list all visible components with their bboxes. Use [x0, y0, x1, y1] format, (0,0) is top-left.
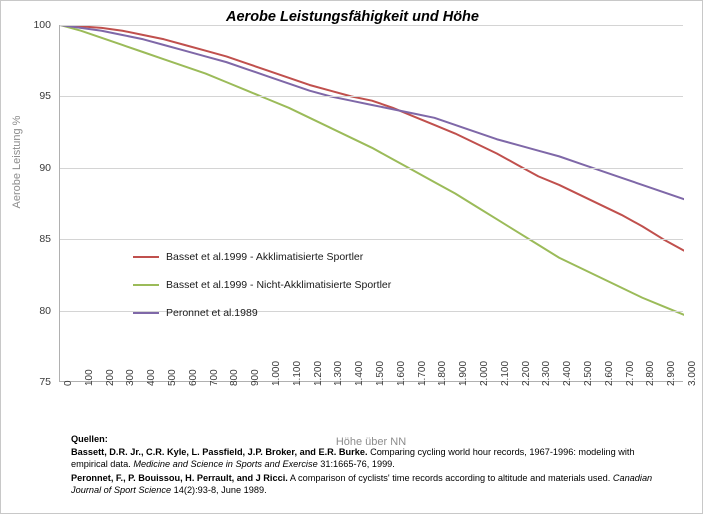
x-tick-label: 1.100 [291, 360, 303, 386]
x-tick-label: 100 [83, 369, 95, 386]
x-tick-label: 2.400 [562, 360, 574, 386]
chart-title: Aerobe Leistungsfähigkeit und Höhe [226, 9, 479, 25]
x-tick-label: 400 [146, 369, 158, 386]
x-tick-label: 2.600 [603, 360, 615, 386]
x-tick-label: 2.500 [583, 360, 594, 386]
x-tick-label: 1.600 [395, 360, 407, 386]
y-tick-label: 75 [39, 376, 51, 388]
source-1-title: Comparing cycling world hour records, 1967-1996: modeling with empirical data. [71, 447, 635, 470]
x-tick-label: 2.900 [666, 360, 678, 386]
legend-color-swatch [133, 256, 159, 259]
x-tick-label: 1.500 [375, 360, 386, 386]
x-axis-title: Höhe über NN [335, 436, 407, 448]
x-tick-label: 700 [208, 369, 220, 386]
x-tick-label: 1.800 [437, 360, 449, 386]
gridline [60, 168, 683, 169]
source-reference-2 [71, 472, 671, 496]
source-2-title: A comparison of cyclists' time records according to altitude and materials used. [289, 472, 611, 483]
source-2-detail: 14(2):93-8, June 1989. [173, 484, 267, 495]
source-1-journal: Medicine and Science in Sports and Exercise [133, 459, 318, 470]
y-tick-label: 80 [39, 304, 51, 317]
x-tick-label: 1.300 [333, 360, 345, 386]
y-tick-label: 90 [39, 161, 51, 174]
x-axis-tick-labels [59, 360, 698, 439]
sources-block [71, 433, 671, 496]
sources-heading: Quellen: [71, 434, 108, 444]
chart-legend [133, 247, 433, 327]
x-tick-label: 1.000 [271, 360, 282, 386]
x-tick-label: 0 [63, 380, 74, 386]
y-tick-label: 85 [39, 233, 51, 246]
source-2-authors: Peronnet, F., P. Bouissou, H. Perrault, and J Ricci. [71, 472, 288, 483]
legend-label: Peronnet et al.1989 [166, 307, 258, 319]
legend-item [133, 275, 391, 295]
gridline [60, 239, 683, 240]
y-tick-label: 100 [33, 19, 51, 31]
x-tick-label: 200 [104, 369, 116, 386]
x-tick-label: 2.000 [479, 360, 490, 386]
x-tick-label: 2.300 [541, 360, 553, 386]
x-tick-label: 2.200 [520, 360, 532, 386]
x-tick-label: 600 [187, 369, 199, 386]
source-2-journal: Canadian Journal of Sport Science [71, 472, 653, 495]
legend-item [133, 247, 363, 267]
legend-color-swatch [133, 312, 159, 315]
y-tick-label: 95 [39, 90, 51, 103]
series-line [60, 25, 684, 199]
legend-label: Basset et al.1999 - Nicht-Akklimatisierte Sportler [166, 279, 392, 291]
legend-label: Basset et al.1999 - Akklimatisierte Sportler [166, 251, 364, 263]
series-lines [60, 25, 684, 382]
y-axis-title: Aerobe Leistung % [11, 115, 23, 209]
x-tick-label: 1.400 [354, 360, 366, 386]
source-reference-1 [71, 446, 671, 470]
series-line [60, 25, 684, 251]
plot-area [59, 25, 683, 382]
y-axis-tick-labels [13, 19, 55, 388]
gridline [60, 96, 683, 97]
source-1-authors: Bassett, D.R. Jr., C.R. Kyle, L. Passfield, J.P. Broker, and E.R. Burke. [71, 447, 368, 458]
x-tick-label: 2.800 [645, 360, 657, 386]
x-tick-label: 2.700 [624, 360, 636, 386]
x-tick-label: 2.100 [499, 360, 511, 386]
legend-item [133, 303, 258, 323]
x-tick-label: 1.200 [312, 360, 324, 386]
x-tick-label: 300 [125, 369, 137, 386]
x-tick-label: 3.000 [687, 360, 698, 386]
gridline [60, 25, 683, 26]
x-tick-label: 1.900 [458, 360, 470, 386]
x-tick-label: 800 [229, 369, 241, 386]
source-1-detail: 31:1665-76, 1999. [320, 459, 395, 470]
x-tick-label: 500 [167, 369, 178, 386]
x-tick-label: 900 [250, 369, 262, 386]
x-tick-label: 1.700 [416, 360, 428, 386]
legend-color-swatch [133, 284, 159, 287]
